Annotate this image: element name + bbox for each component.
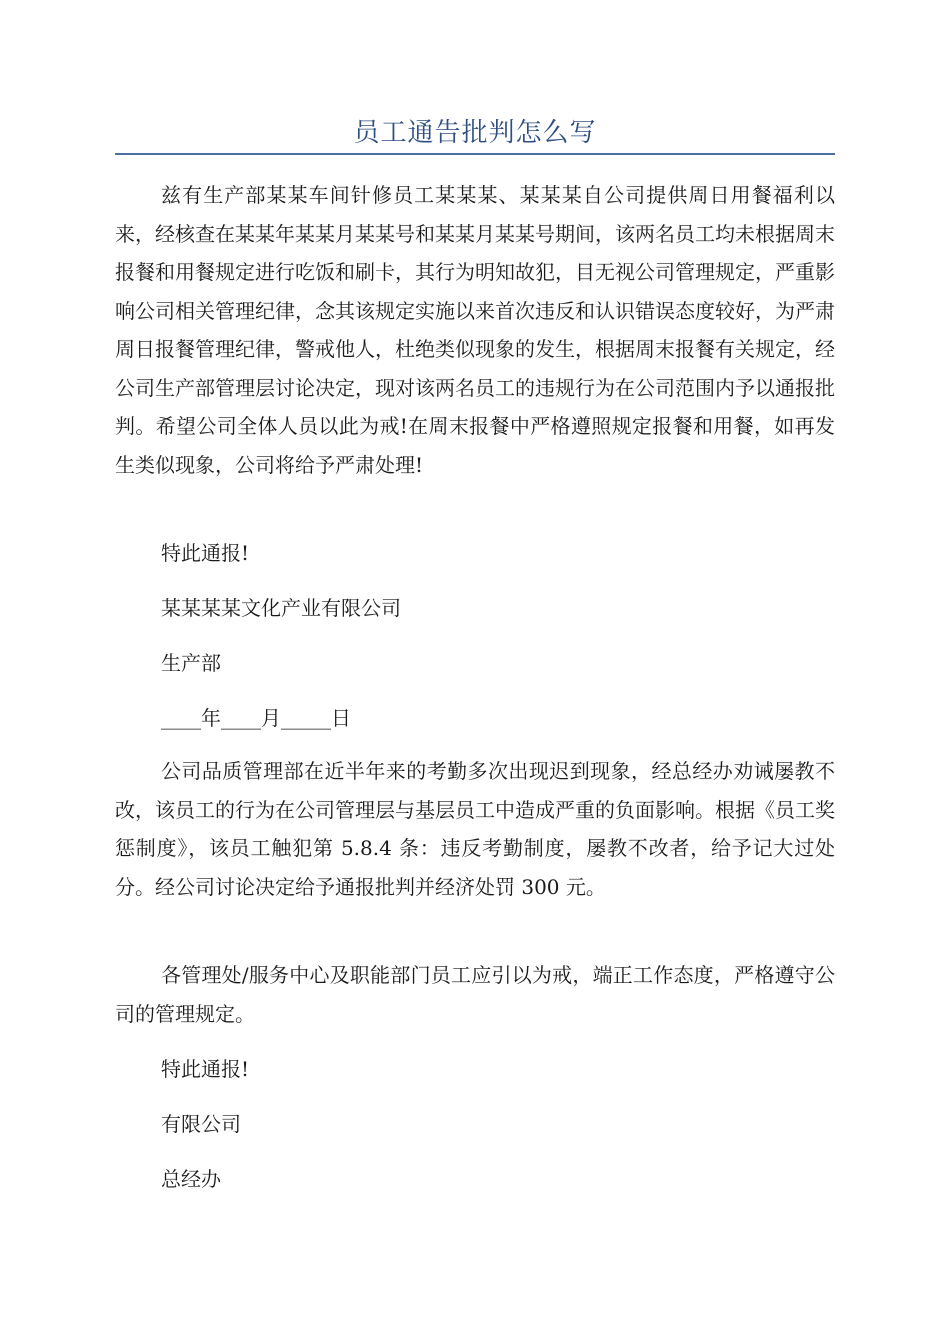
notice2-closing: 特此通报!: [161, 1057, 250, 1081]
notice1-date-line: ____年____月_____日: [161, 706, 351, 730]
notice2-paragraph1: 公司品质管理部在近半年来的考勤多次出现迟到现象，经总经办劝诫屡教不改，该员工的行为在公司管理层与基层员工中造成严重的负面影响。根据《员工奖惩制度》，该员工触犯第 5.8.4 条：违反考勤制度，屡教不改者，给予记大过处分。经公司讨论决定给予通报批判并经济处罚 300 元。: [115, 759, 835, 899]
notice2-department: 总经办: [161, 1167, 221, 1191]
notice1-closing: 特此通报!: [161, 541, 250, 565]
title-underline: [115, 153, 835, 155]
notice1-company: 某某某某文化产业有限公司: [161, 596, 401, 620]
notice2-company: 有限公司: [161, 1112, 241, 1136]
document-title: 员工通告批判怎么写: [353, 118, 597, 148]
notice1-department: 生产部: [161, 651, 221, 675]
notice2-paragraph2: 各管理处/服务中心及职能部门员工应引以为戒，端正工作态度，严格遵守公司的管理规定。: [115, 963, 835, 1026]
notice1-paragraph: 兹有生产部某某车间针修员工某某某、某某某自公司提供周日用餐福利以来，经核查在某某年某某月某某号和某某月某某号期间，该两名员工均未根据周末报餐和用餐规定进行吃饭和刷卡，其行为明知故犯，目无视公司管理规定，严重影响公司相关管理纪律，念其该规定实施以来首次违反和认识错误态度较好，为严肃周日报餐管理纪律，警戒他人，杜绝类似现象的发生，根据周末报餐有关规定，经公司生产部管理层讨论决定，现对该两名员工的违规行为在公司范围内予以通报批判。希望公司全体人员以此为戒!在周末报餐中严格遵照规定报餐和用餐，如再发生类似现象，公司将给予严肃处理!: [115, 183, 835, 477]
